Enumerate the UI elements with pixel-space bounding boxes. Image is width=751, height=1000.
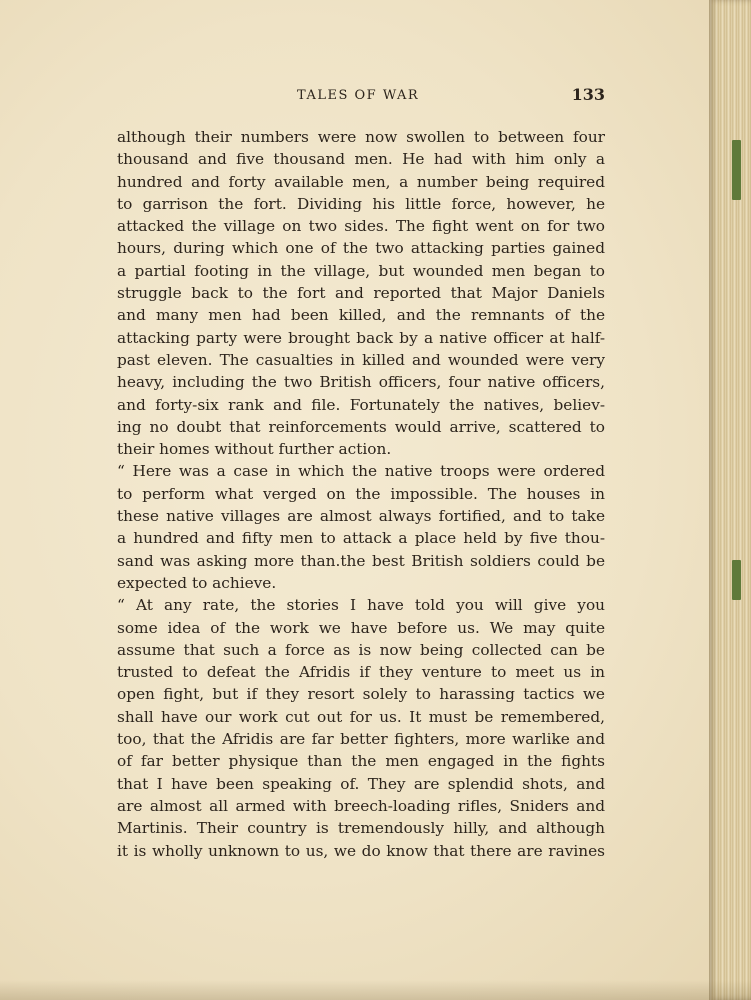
text-line: and many men had been killed, and the remnants of the <box>117 306 605 325</box>
text-line: ing no doubt that reinforcements would arrive, scattered to <box>117 417 605 436</box>
text-line: a hundred and fifty men to attack a place held by five thou- <box>117 529 605 548</box>
text-line: these native villages are almost always fortified, and to take <box>117 507 605 526</box>
text-line: attacking party were brought back by a native officer at half- <box>117 328 605 347</box>
text-line: open fight, but if they resort solely to harassing tactics we <box>117 685 605 704</box>
running-head: TALES OF WAR <box>297 88 420 103</box>
text-line: expected to achieve. <box>117 573 277 592</box>
text-line: attacked the village on two sides. The fight went on for two <box>117 217 605 236</box>
text-line: hundred and forty available men, a number being required <box>117 172 605 191</box>
text-line: struggle back to the fort and reported that Major Daniels <box>117 284 605 303</box>
page-header <box>117 85 605 112</box>
text-line: shall have our work cut out for us. It must be remembered, <box>117 707 605 726</box>
text-line: it is wholly unknown to us, we do know that there are ravines <box>117 841 605 860</box>
text-line: to garrison the fort. Dividing his little force, however, he <box>117 194 605 213</box>
text-line: that I have been speaking of. They are splendid shots, and <box>117 774 605 793</box>
text-line: are almost all armed with breech-loading rifles, Sniders and <box>117 796 605 815</box>
text-line: of far better physique than the men engaged in the fights <box>117 752 605 771</box>
text-line: sand was asking more than.the best British soldiers could be <box>117 551 605 570</box>
text-line: heavy, including the two British officers, four native officers, <box>117 373 605 392</box>
text-line: and forty-six rank and file. Fortunately the natives, believ- <box>117 395 605 414</box>
bottom-shadow <box>0 980 751 1000</box>
text-line: “ Here was a case in which the native troops were ordered <box>117 462 605 481</box>
page-number: 133 <box>571 85 605 104</box>
text-line: “ At any rate, the stories I have told you will give you <box>117 596 605 615</box>
text-line: past eleven. The casualties in killed and wounded were very <box>117 350 605 369</box>
page-edge-stack <box>709 0 751 1000</box>
text-line: too, that the Afridis are far better fighters, more warlike and <box>117 730 605 749</box>
text-line: their homes without further action. <box>117 440 392 459</box>
edge-tab-marker <box>732 560 741 600</box>
text-line: Martinis. Their country is tremendously hilly, and although <box>117 819 605 838</box>
body-text <box>117 126 605 862</box>
text-line: trusted to defeat the Afridis if they venture to meet us in <box>117 663 605 682</box>
text-line: to perform what verged on the impossible. The houses in <box>117 484 605 503</box>
text-line: a partial footing in the village, but wounded men began to <box>117 261 605 280</box>
edge-tab-marker <box>732 140 741 200</box>
text-line: although their numbers were now swollen to between four <box>117 128 605 146</box>
text-line: some idea of the work we have before us. We may quite <box>117 618 605 637</box>
text-line: thousand and five thousand men. He had with him only a <box>117 150 605 169</box>
text-line: hours, during which one of the two attacking parties gained <box>117 239 605 258</box>
text-line: assume that such a force as is now being collected can be <box>117 640 605 659</box>
